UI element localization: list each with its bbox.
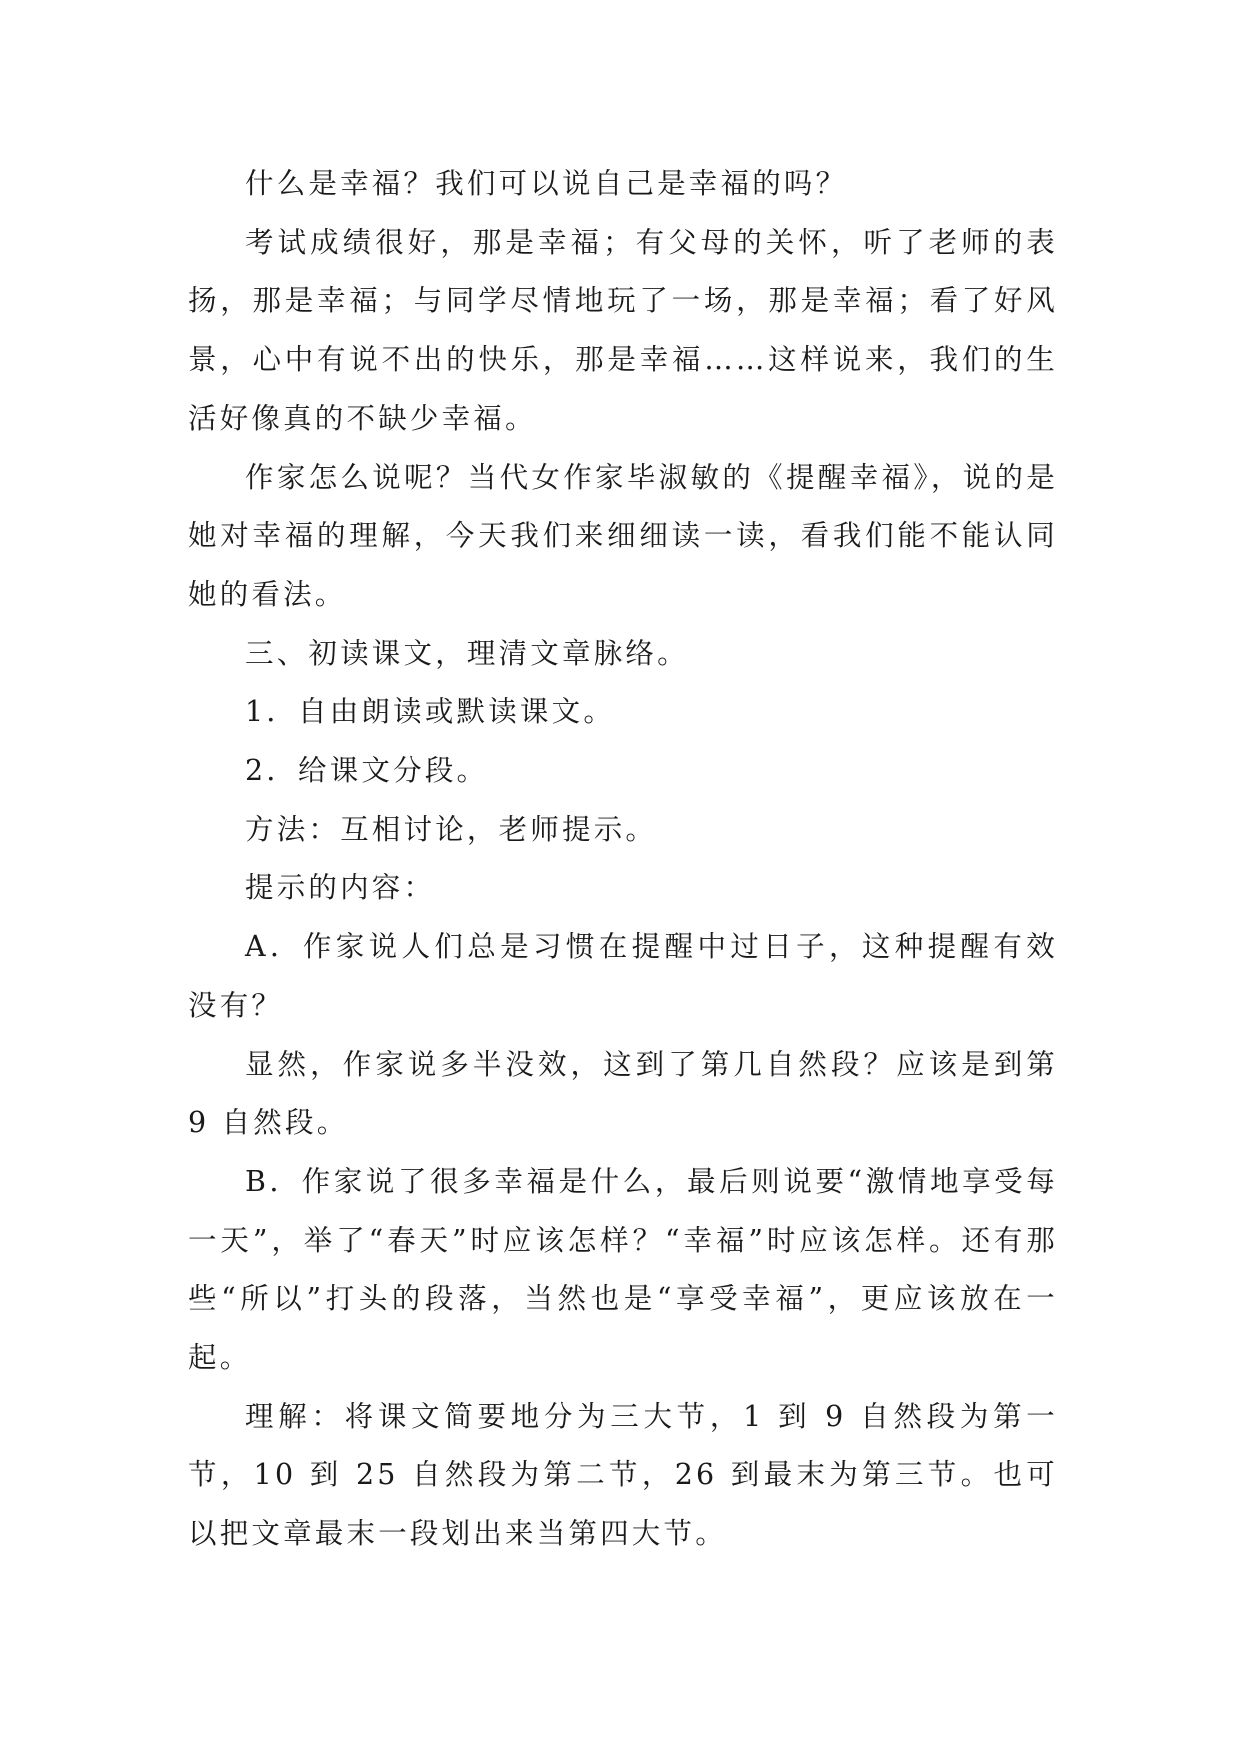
paragraph-examples: 考试成绩很好，那是幸福；有父母的关怀，听了老师的表扬，那是幸福；与同学尽情地玩了一场，那是幸福；看了好风景，心中有说不出的快乐，那是幸福……这样说来，我们的生活好像真的不缺少幸福。 — [188, 225, 1058, 435]
paragraph-hint-title: 提示的内容： — [245, 871, 436, 905]
paragraph-question: 什么是幸福？我们可以说自己是幸福的吗？ — [245, 167, 848, 200]
paragraph-hint-b: B．作家说了很多幸福是什么，最后则说要“激情地享受每一天”，举了“春天”时应该怎样？“幸福”时应该怎样。还有那些“所以”打头的段落，当然也是“享受幸福”，更应该放在一起。 — [188, 1164, 1058, 1375]
document-body — [188, 155, 1058, 1564]
list-item-1: 1．自由朗读或默读课文。 — [245, 695, 616, 729]
paragraph-author-intro: 作家怎么说呢？当代女作家毕淑敏的《提醒幸福》，说的是她对幸福的理解，今天我们来细细读一读，看我们能不能认同她的看法。 — [188, 460, 1058, 611]
paragraph-understanding: 理解：将课文简要地分为三大节，1 到 9 自然段为第一节，10 到 25 自然段为第二节，26 到最末为第三节。也可以把文章最末一段划出来当第四大节。 — [188, 1399, 1058, 1551]
paragraph-answer-a: 显然，作家说多半没效，这到了第几自然段？应该是到第 9 自然段。 — [188, 1047, 1058, 1140]
paragraph-hint-a: A．作家说人们总是习惯在提醒中过日子，这种提醒有效没有？ — [188, 930, 1058, 1022]
section-heading: 三、初读课文，理清文章脉络。 — [245, 636, 689, 670]
paragraph-method: 方法：互相讨论，老师提示。 — [245, 812, 658, 846]
list-item-2: 2．给课文分段。 — [245, 754, 489, 788]
